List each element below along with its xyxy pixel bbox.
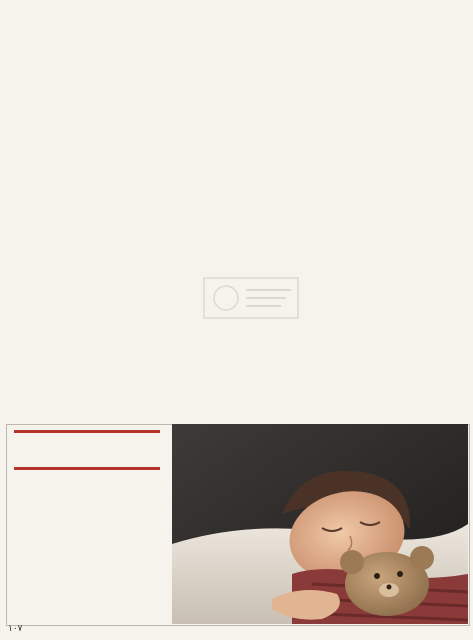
text-column-left	[12, 94, 160, 416]
watermark-logo-icon	[196, 268, 306, 328]
sleep-heading-box	[14, 430, 160, 470]
text-column-right	[318, 94, 464, 416]
text-column-middle	[166, 94, 310, 416]
photo-sleeping-child	[172, 424, 468, 624]
page-number: ١٠٧	[8, 624, 23, 634]
sleep-heading	[52, 437, 122, 463]
sleeping-child-illustration	[172, 424, 468, 624]
sleep-section-text	[14, 474, 160, 620]
